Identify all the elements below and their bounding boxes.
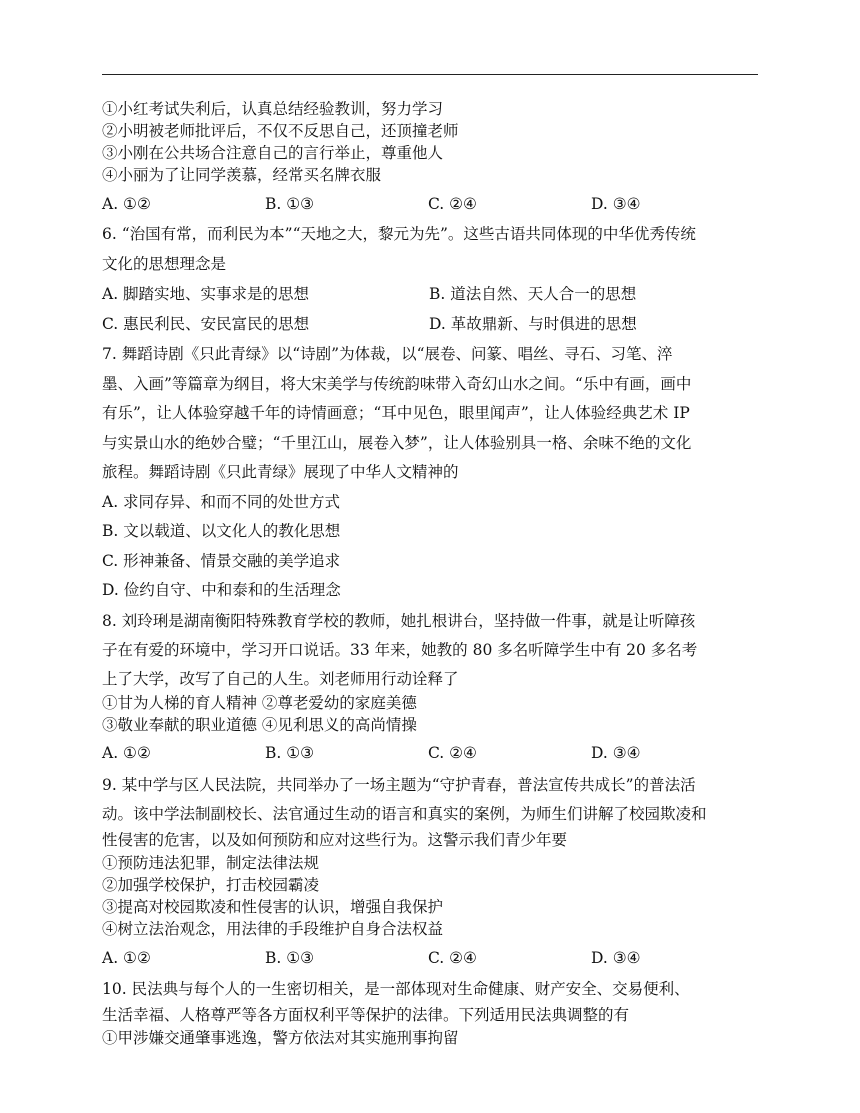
q10-stem-line-1: 10. 民法典与每个人的一生密切相关，是一部体现对生命健康、财产安全、交易便利、 (102, 980, 690, 998)
q10-stem-line-2: 生活幸福、人格尊严等各方面权利平等保护的法律。下列适用民法典调整的有 (102, 1006, 630, 1024)
header-rule (102, 74, 758, 75)
q8-stem (102, 607, 762, 692)
q7-stem-line-5: 旅程。舞蹈诗剧《只此青绿》展现了中华人文精神的 (102, 463, 459, 481)
q9-option-c: C. ②④ (428, 948, 477, 967)
q9-item-2: ②加强学校保护，打击校园霸凌 (102, 876, 320, 894)
q6-stem (102, 220, 762, 279)
q5-item-1: ①小红考试失利后，认真总结经验教训，努力学习 (102, 100, 444, 118)
q8-option-c: C. ②④ (428, 744, 477, 762)
q9-stem-line-2: 动。该中学法制副校长、法官通过生动的语言和真实的案例，为师生们讲解了校园欺凌和 (102, 805, 707, 823)
question-9 (102, 771, 762, 972)
q6-option-d: D. 革故鼎新、与时俱进的思想 (429, 315, 637, 333)
q8-stem-line-2: 子在有爱的环境中，学习开口说话。33 年来，她教的 80 多名听障学生中有 20 多名考 (102, 641, 698, 659)
q7-option-b: B. 文以载道、以文化人的教化思想 (102, 522, 341, 540)
q5-item-2: ②小明被老师批评后，不仅不反思自己，还顶撞老师 (102, 122, 459, 140)
q5-options (102, 190, 762, 217)
question-5 (102, 98, 762, 217)
q8-item-1: ①甘为人梯的育人精神 ②尊老爱幼的家庭美德 (102, 693, 417, 712)
q5-option-c: C. ②④ (428, 194, 477, 213)
q6-stem-line-1: 6. “治国有常，而利民为本”“天地之大，黎元为先”。这些古语共同体现的中华优秀传统 (102, 225, 696, 243)
q5-option-b: B. ①③ (265, 194, 315, 213)
q6-stem-line-2: 文化的思想理念是 (102, 254, 227, 273)
q9-item-4: ④树立法治观念，用法律的手段维护自身合法权益 (102, 920, 444, 938)
q9-stem-line-3: 性侵害的危害，以及如何预防和应对这些行为。这警示我们青少年要 (102, 831, 568, 849)
q7-stem-line-4: 与实景山水的绝妙合璧；“千里江山，展卷入梦”，让人体验别具一格、余味不绝的文化 (102, 433, 692, 452)
q8-options (102, 740, 762, 767)
question-10 (102, 975, 762, 1049)
q9-option-b: B. ①③ (265, 948, 315, 967)
q7-stem (102, 340, 762, 488)
question-8 (102, 607, 762, 767)
q6-option-a: A. 脚踏实地、实事求是的思想 (102, 285, 310, 303)
q5-option-d: D. ③④ (591, 194, 641, 213)
q7-option-c: C. 形神兼备、情景交融的美学追求 (102, 551, 341, 570)
q8-item-2: ③敬业奉献的职业道德 ④见利思义的高尚情操 (102, 715, 417, 734)
q9-option-d: D. ③④ (591, 948, 641, 967)
q7-option-d: D. 俭约自守、中和泰和的生活理念 (102, 581, 341, 599)
q8-option-d: D. ③④ (591, 744, 641, 762)
q7-stem-line-2: 墨、入画”等篇章为纲目，将大宋美学与传统韵味带入奇幻山水之间。“乐中有画，画中 (102, 374, 692, 393)
q10-item-1: ①甲涉嫌交通肇事逃逸，警方依法对其实施刑事拘留 (102, 1029, 459, 1047)
q9-stem (102, 771, 762, 853)
q8-stem-line-3: 上了大学，改写了自己的人生。刘老师用行动诠释了 (102, 669, 459, 688)
q6-option-c: C. 惠民利民、安民富民的思想 (102, 315, 310, 333)
q9-stem-line-1: 9. 某中学与区人民法院，共同举办了一场主题为“守护青春，普法宣传共成长”的普法活 (102, 775, 696, 794)
q6-options-row-2 (102, 309, 762, 339)
q10-stem (102, 975, 762, 1027)
q7-option-a: A. 求同存异、和而不同的处世方式 (102, 492, 341, 511)
question-6 (102, 220, 762, 339)
q5-item-4: ④小丽为了让同学羡慕，经常买名牌衣服 (102, 166, 382, 184)
q8-stem-line-1: 8. 刘玲琍是湖南衡阳特殊教育学校的教师，她扎根讲台，坚持做一件事，就是让听障孩 (102, 611, 696, 630)
question-7 (102, 340, 762, 606)
q9-options (102, 944, 762, 971)
q6-options-row-1 (102, 279, 762, 309)
q9-option-a: A. ①② (102, 948, 151, 967)
q5-item-3: ③小刚在公共场合注意自己的言行举止，尊重他人 (102, 144, 444, 162)
q9-item-3: ③提高对校园欺凌和性侵害的认识，增强自我保护 (102, 898, 444, 916)
q8-option-b: B. ①③ (265, 744, 315, 762)
q9-item-1: ①预防违法犯罪，制定法律法规 (102, 854, 320, 872)
page-content (102, 98, 762, 1049)
q7-stem-line-3: 有乐”，让人体验穿越千年的诗情画意；“耳中见色，眼里闻声”，让人体验经典艺术 IP (102, 404, 690, 422)
q8-option-a: A. ①② (102, 744, 151, 762)
q5-option-a: A. ①② (102, 194, 151, 213)
q6-option-b: B. 道法自然、天人合一的思想 (429, 285, 637, 303)
q7-stem-line-1: 7. 舞蹈诗剧《只此青绿》以“诗剧”为体裁，以“展卷、问篆、唱丝、寻石、习笔、淬 (102, 345, 673, 363)
